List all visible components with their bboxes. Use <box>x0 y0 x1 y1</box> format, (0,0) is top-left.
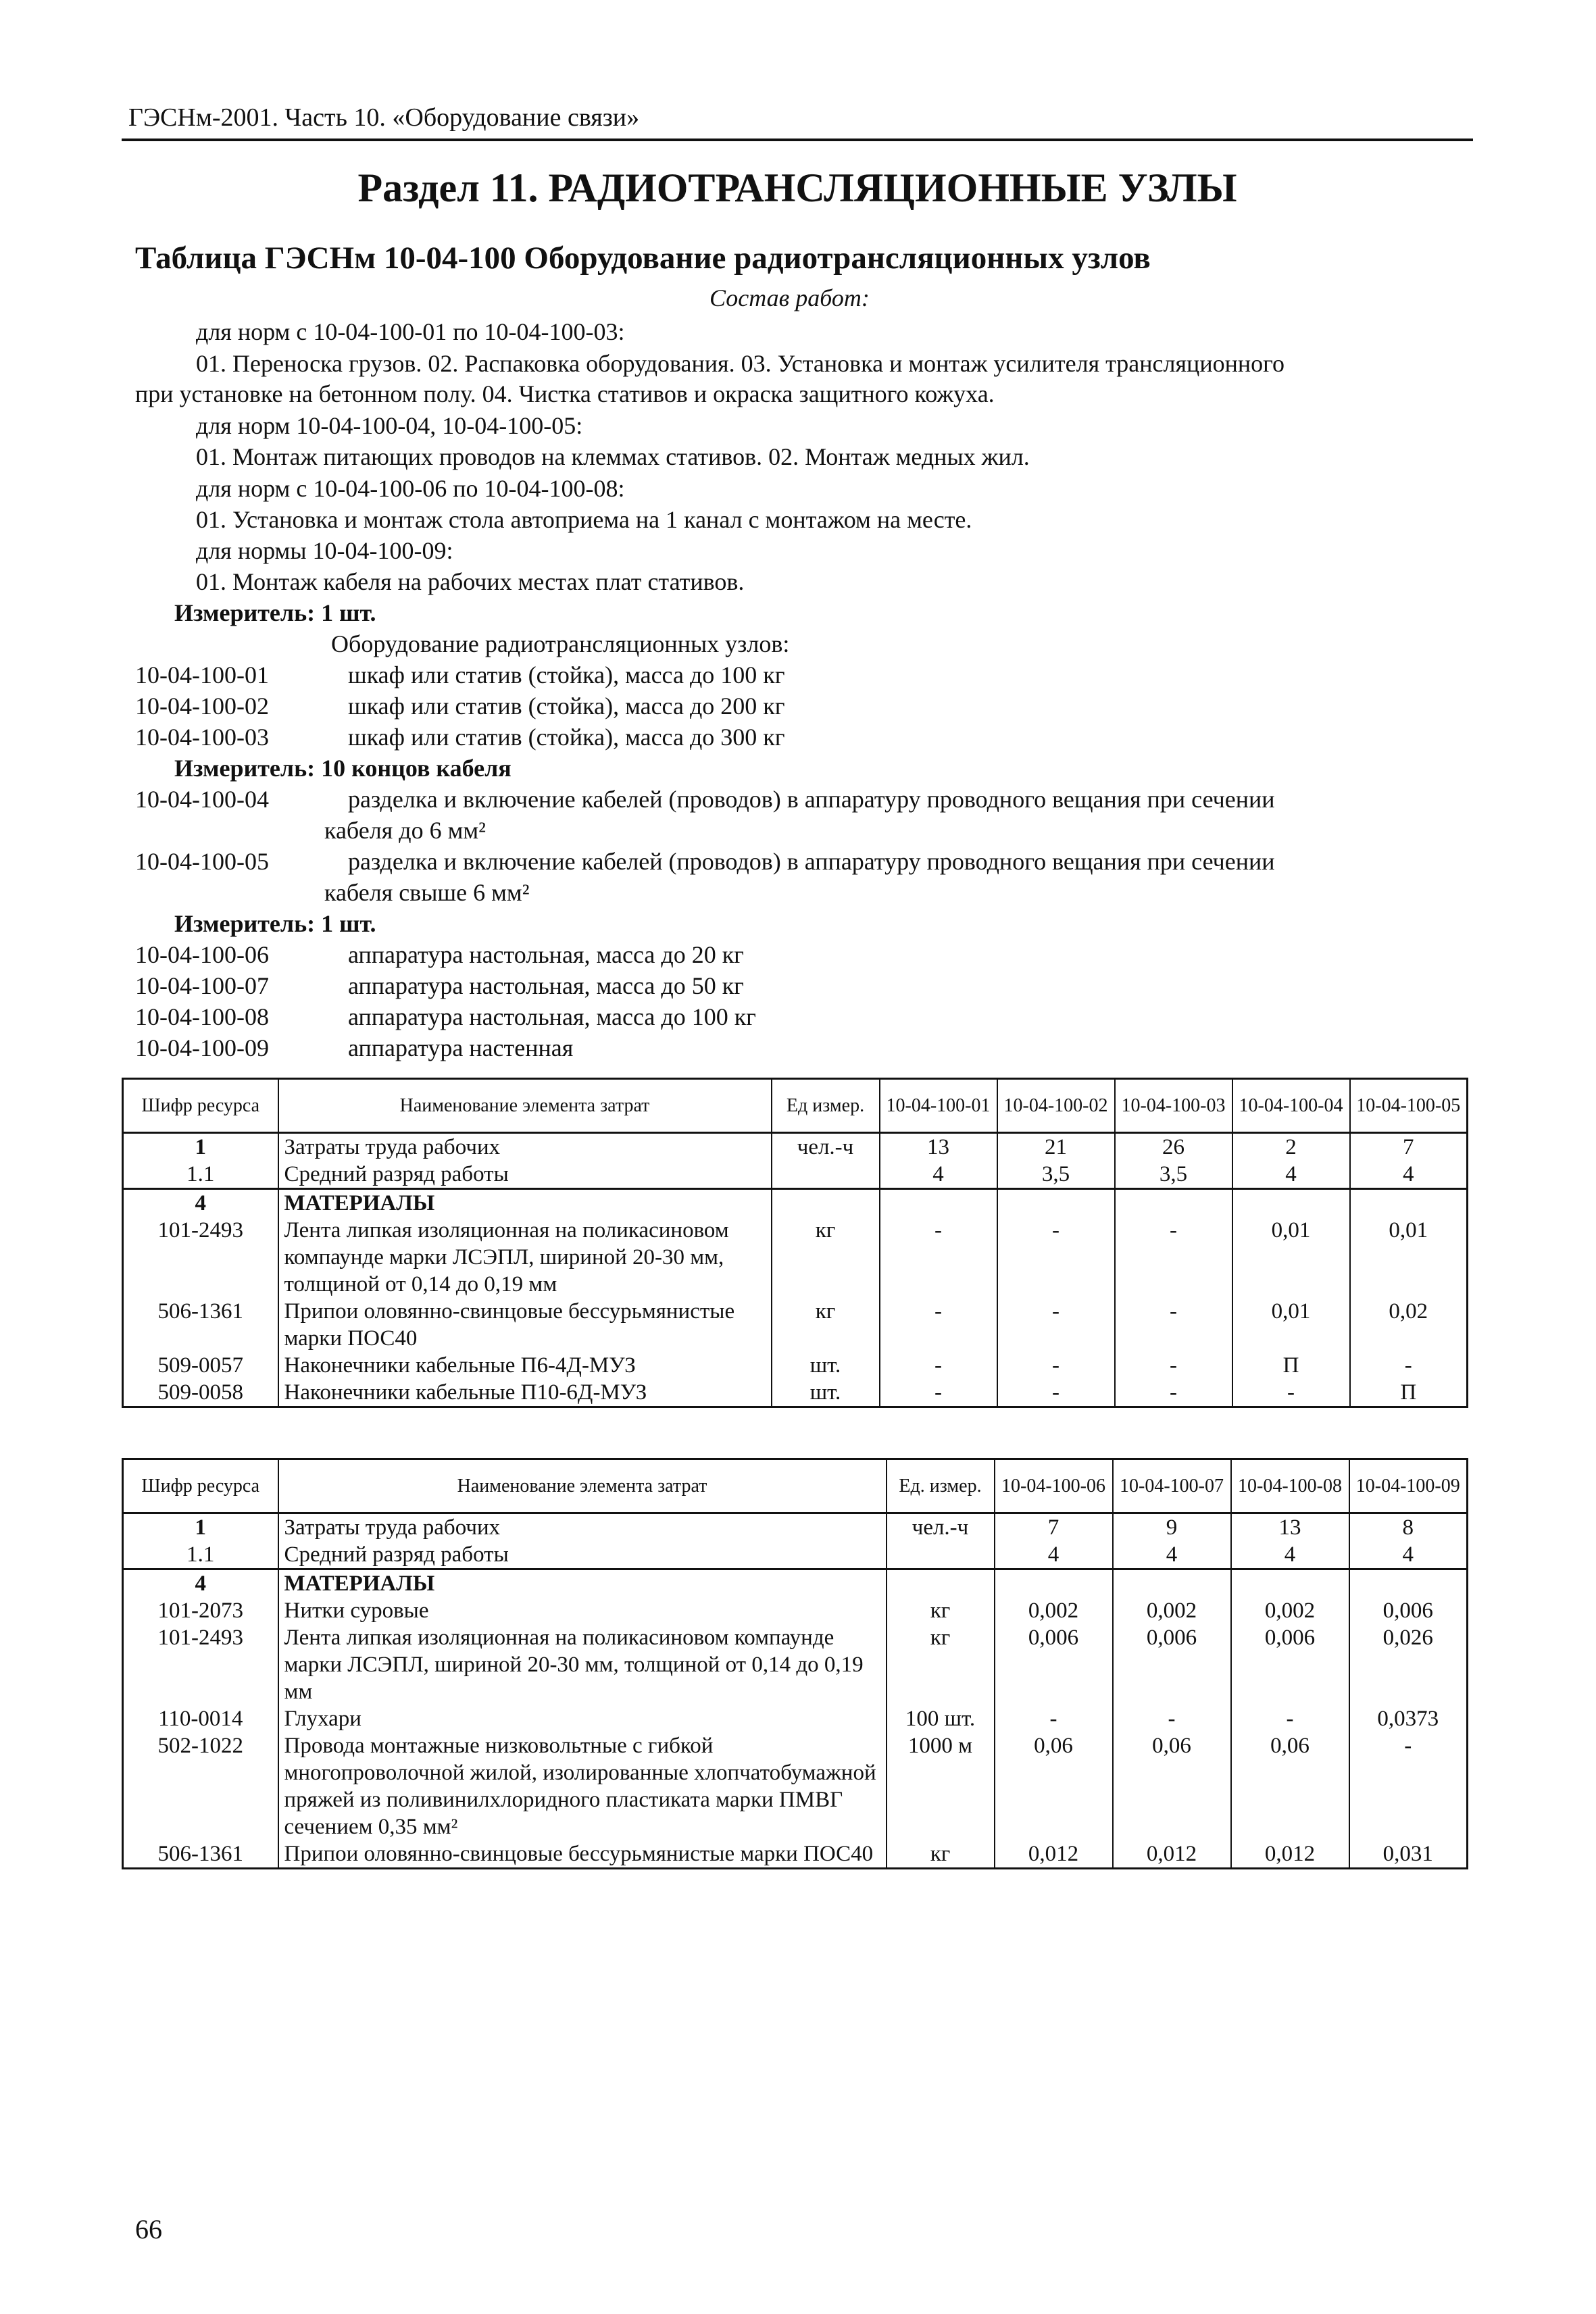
cell-value: 4 <box>995 1541 1113 1569</box>
measure-label: Измеритель: 1 шт. <box>174 910 376 937</box>
cell-code: 101-2073 <box>123 1597 278 1624</box>
work-line: 01. Монтаж питающих проводов на клеммах стативов. 02. Монтаж медных жил. <box>196 443 1030 470</box>
col-header-name: Наименование элемента затрат <box>278 1079 772 1133</box>
cell-value: 4 <box>880 1161 997 1189</box>
table-row <box>123 1189 1468 1217</box>
norm-code: 10-04-100-08 <box>135 1003 269 1030</box>
cell-value: - <box>1115 1379 1232 1407</box>
cell-value: 3,5 <box>1115 1161 1232 1189</box>
cell-value: 2 <box>1232 1133 1350 1161</box>
cell-value: 0,006 <box>1113 1624 1231 1705</box>
col-header-norm: 10-04-100-02 <box>997 1079 1115 1133</box>
work-line: для нормы 10-04-100-09: <box>196 537 453 564</box>
norm-text: шкаф или статив (стойка), масса до 200 кг <box>348 693 785 720</box>
norm-text-cont: кабеля до 6 мм² <box>324 817 486 844</box>
col-header-unit: Ед. измер. <box>887 1459 995 1513</box>
table-row <box>123 1352 1468 1379</box>
col-header-code: Шифр ресурса <box>123 1459 278 1513</box>
work-line: для норм с 10-04-100-06 по 10-04-100-08: <box>196 475 625 502</box>
cell-value: 7 <box>1350 1133 1468 1161</box>
norm-code: 10-04-100-07 <box>135 972 269 999</box>
cell-value: 0,06 <box>1231 1732 1349 1840</box>
cell-code: 502-1022 <box>123 1732 278 1840</box>
norm-text: аппаратура настенная <box>348 1034 574 1061</box>
norm-text: шкаф или статив (стойка), масса до 300 кг <box>348 724 785 751</box>
cell-code: 1 <box>123 1133 278 1161</box>
cell-value <box>1232 1189 1350 1217</box>
cell-value: - <box>880 1298 997 1352</box>
table-row <box>123 1705 1468 1732</box>
cell-value: П <box>1232 1352 1350 1379</box>
cell-value: - <box>1231 1705 1349 1732</box>
table-row <box>123 1379 1468 1407</box>
cell-value: 0,01 <box>1232 1217 1350 1298</box>
measure-label: Измеритель: 10 концов кабеля <box>174 755 512 782</box>
cell-value: - <box>1113 1705 1231 1732</box>
cell-unit: кг <box>772 1217 880 1298</box>
cell-unit: кг <box>887 1597 995 1624</box>
cell-value: 0,01 <box>1350 1217 1468 1298</box>
running-header: ГЭСНм-2001. Часть 10. «Оборудование связи» <box>128 103 640 132</box>
cell-value: 0,006 <box>1349 1597 1468 1624</box>
norm-text: аппаратура настольная, масса до 20 кг <box>348 941 744 968</box>
resource-table-2 <box>122 1458 1468 1869</box>
cell-value <box>1115 1189 1232 1217</box>
norm-text-cont: кабеля свыше 6 мм² <box>324 879 530 906</box>
cell-code: 101-2493 <box>123 1624 278 1705</box>
col-header-norm: 10-04-100-09 <box>1349 1459 1468 1513</box>
table-row <box>123 1569 1468 1598</box>
cell-value: 0,06 <box>1113 1732 1231 1840</box>
measure-label: Измеритель: 1 шт. <box>174 599 376 626</box>
page-number: 66 <box>135 2214 162 2244</box>
cell-value: - <box>880 1217 997 1298</box>
cell-name: Затраты труда рабочих <box>278 1513 887 1542</box>
cell-value: - <box>997 1217 1115 1298</box>
header-rule <box>122 139 1473 141</box>
cell-value: 3,5 <box>997 1161 1115 1189</box>
norm-text: разделка и включение кабелей (проводов) в аппаратуру проводного вещания при сечении <box>348 848 1275 875</box>
table-row <box>123 1513 1468 1542</box>
cell-code: 509-0057 <box>123 1352 278 1379</box>
work-line: при установке на бетонном полу. 04. Чистка стативов и окраска защитного кожуха. <box>135 380 995 407</box>
section-title: Раздел 11. РАДИОТРАНСЛЯЦИОННЫЕ УЗЛЫ <box>357 166 1237 210</box>
cell-value: - <box>1349 1732 1468 1840</box>
cell-unit <box>887 1569 995 1598</box>
work-line: 01. Переноска грузов. 02. Распаковка оборудования. 03. Установка и монтаж усилителя трансляционного <box>196 350 1285 377</box>
cell-unit: чел.-ч <box>772 1133 880 1161</box>
cell-value: 4 <box>1113 1541 1231 1569</box>
cell-unit <box>887 1541 995 1569</box>
col-header-norm: 10-04-100-07 <box>1113 1459 1231 1513</box>
cell-code: 101-2493 <box>123 1217 278 1298</box>
cell-value: - <box>1115 1298 1232 1352</box>
cell-name: Затраты труда рабочих <box>278 1133 772 1161</box>
cell-name: Провода монтажные низковольтные с гибкой многопроволочной жилой, изолированные хлопчатобумажной пряжей из поливинилхлоридного пластиката марки ПМВГ сечением 0,35 мм² <box>278 1732 887 1840</box>
norm-text: аппаратура настольная, масса до 100 кг <box>348 1003 756 1030</box>
work-line: для норм с 10-04-100-01 по 10-04-100-03: <box>196 318 625 345</box>
cell-name: МАТЕРИАЛЫ <box>278 1189 772 1217</box>
col-header-norm: 10-04-100-01 <box>880 1079 997 1133</box>
work-line: для норм 10-04-100-04, 10-04-100-05: <box>196 412 583 439</box>
cell-value: 0,012 <box>1113 1840 1231 1869</box>
table-row <box>123 1161 1468 1189</box>
cell-value: 0,002 <box>1113 1597 1231 1624</box>
cell-value <box>880 1189 997 1217</box>
table-row <box>123 1732 1468 1840</box>
cell-value: 7 <box>995 1513 1113 1542</box>
norm-text: аппаратура настольная, масса до 50 кг <box>348 972 744 999</box>
table-row <box>123 1133 1468 1161</box>
cell-value: 0,01 <box>1232 1298 1350 1352</box>
cell-code: 1.1 <box>123 1161 278 1189</box>
cell-code: 506-1361 <box>123 1298 278 1352</box>
cell-code: 110-0014 <box>123 1705 278 1732</box>
work-line: 01. Установка и монтаж стола автоприема на 1 канал с монтажом на месте. <box>196 506 972 533</box>
cell-value: - <box>880 1379 997 1407</box>
cell-name: Лента липкая изоляционная на поликасиновом компаунде марки ЛСЭПЛ, шириной 20-30 мм, толщиной от 0,14 до 0,19 мм <box>278 1217 772 1298</box>
resource-table-1 <box>122 1078 1468 1408</box>
cell-value: 0,06 <box>995 1732 1113 1840</box>
cell-value: 0,012 <box>1231 1840 1349 1869</box>
cell-value: 4 <box>1231 1541 1349 1569</box>
cell-name: Наконечники кабельные П6-4Д-МУЗ <box>278 1352 772 1379</box>
cell-value: - <box>1115 1217 1232 1298</box>
table-row <box>123 1541 1468 1569</box>
cell-value: 21 <box>997 1133 1115 1161</box>
cell-code: 506-1361 <box>123 1840 278 1869</box>
col-header-norm: 10-04-100-03 <box>1115 1079 1232 1133</box>
norm-code: 10-04-100-02 <box>135 693 269 720</box>
cell-value: 0,006 <box>995 1624 1113 1705</box>
table-row <box>123 1597 1468 1624</box>
cell-value: 0,006 <box>1231 1624 1349 1705</box>
cell-value: 26 <box>1115 1133 1232 1161</box>
norm-code: 10-04-100-09 <box>135 1034 269 1061</box>
cell-value: 4 <box>1349 1541 1468 1569</box>
cell-value <box>997 1189 1115 1217</box>
cell-value: 4 <box>1232 1161 1350 1189</box>
cell-name: Припои оловянно-свинцовые бессурьмянистые марки ПОС40 <box>278 1298 772 1352</box>
norm-code: 10-04-100-01 <box>135 661 269 688</box>
cell-value: - <box>997 1298 1115 1352</box>
cell-code: 4 <box>123 1569 278 1598</box>
cell-value: - <box>1115 1352 1232 1379</box>
cell-value: - <box>997 1379 1115 1407</box>
cell-value: 0,002 <box>995 1597 1113 1624</box>
cell-value <box>1113 1569 1231 1598</box>
table-row <box>123 1624 1468 1705</box>
cell-unit: 100 шт. <box>887 1705 995 1732</box>
col-header-code: Шифр ресурса <box>123 1079 278 1133</box>
cell-value <box>1349 1569 1468 1598</box>
cell-value: 0,031 <box>1349 1840 1468 1869</box>
norm-code: 10-04-100-05 <box>135 848 269 875</box>
cell-name: Средний разряд работы <box>278 1541 887 1569</box>
cell-name: Нитки суровые <box>278 1597 887 1624</box>
table-title: Таблица ГЭСНм 10-04-100 Оборудование радиотрансляционных узлов <box>135 241 1151 276</box>
col-header-norm: 10-04-100-08 <box>1231 1459 1349 1513</box>
norm-code: 10-04-100-04 <box>135 786 269 813</box>
cell-value: 13 <box>1231 1513 1349 1542</box>
col-header-unit: Ед измер. <box>772 1079 880 1133</box>
cell-unit: шт. <box>772 1352 880 1379</box>
cell-name: Глухари <box>278 1705 887 1732</box>
norm-text: разделка и включение кабелей (проводов) в аппаратуру проводного вещания при сечении <box>348 786 1275 813</box>
cell-value: 4 <box>1350 1161 1468 1189</box>
cell-value: 13 <box>880 1133 997 1161</box>
cell-value: - <box>880 1352 997 1379</box>
norm-code: 10-04-100-06 <box>135 941 269 968</box>
cell-value <box>1231 1569 1349 1598</box>
cell-unit <box>772 1189 880 1217</box>
cell-unit: чел.-ч <box>887 1513 995 1542</box>
norm-text: шкаф или статив (стойка), масса до 100 кг <box>348 661 785 688</box>
cell-unit: кг <box>887 1624 995 1705</box>
col-header-norm: 10-04-100-04 <box>1232 1079 1350 1133</box>
cell-value: П <box>1350 1379 1468 1407</box>
cell-unit: шт. <box>772 1379 880 1407</box>
cell-value: 0,012 <box>995 1840 1113 1869</box>
norm-code: 10-04-100-03 <box>135 724 269 751</box>
cell-value: 9 <box>1113 1513 1231 1542</box>
cell-value: 0,0373 <box>1349 1705 1468 1732</box>
table-row <box>123 1298 1468 1352</box>
work-line: 01. Монтаж кабеля на рабочих местах плат стативов. <box>196 568 745 595</box>
cell-value: 0,026 <box>1349 1624 1468 1705</box>
cell-value: 8 <box>1349 1513 1468 1542</box>
table-row <box>123 1217 1468 1298</box>
cell-unit: кг <box>772 1298 880 1352</box>
cell-name: Припои оловянно-свинцовые бессурьмянистые марки ПОС40 <box>278 1840 887 1869</box>
work-composition-heading: Состав работ: <box>709 284 870 311</box>
cell-code: 1.1 <box>123 1541 278 1569</box>
cell-code: 509-0058 <box>123 1379 278 1407</box>
cell-code: 4 <box>123 1189 278 1217</box>
col-header-norm: 10-04-100-05 <box>1350 1079 1468 1133</box>
cell-unit: 1000 м <box>887 1732 995 1840</box>
cell-value: 0,02 <box>1350 1298 1468 1352</box>
cell-name: МАТЕРИАЛЫ <box>278 1569 887 1598</box>
cell-value: 0,002 <box>1231 1597 1349 1624</box>
cell-name: Наконечники кабельные П10-6Д-МУЗ <box>278 1379 772 1407</box>
cell-unit: кг <box>887 1840 995 1869</box>
cell-unit <box>772 1161 880 1189</box>
table-row <box>123 1840 1468 1869</box>
cell-value <box>1350 1189 1468 1217</box>
col-header-norm: 10-04-100-06 <box>995 1459 1113 1513</box>
cell-value: - <box>1232 1379 1350 1407</box>
cell-value: - <box>995 1705 1113 1732</box>
group-title: Оборудование радиотрансляционных узлов: <box>331 630 790 657</box>
cell-name: Лента липкая изоляционная на поликасиновом компаунде марки ЛСЭПЛ, шириной 20-30 мм, толщиной от 0,14 до 0,19 мм <box>278 1624 887 1705</box>
cell-code: 1 <box>123 1513 278 1542</box>
cell-name: Средний разряд работы <box>278 1161 772 1189</box>
cell-value: - <box>997 1352 1115 1379</box>
cell-value: - <box>1350 1352 1468 1379</box>
col-header-name: Наименование элемента затрат <box>278 1459 887 1513</box>
cell-value <box>995 1569 1113 1598</box>
